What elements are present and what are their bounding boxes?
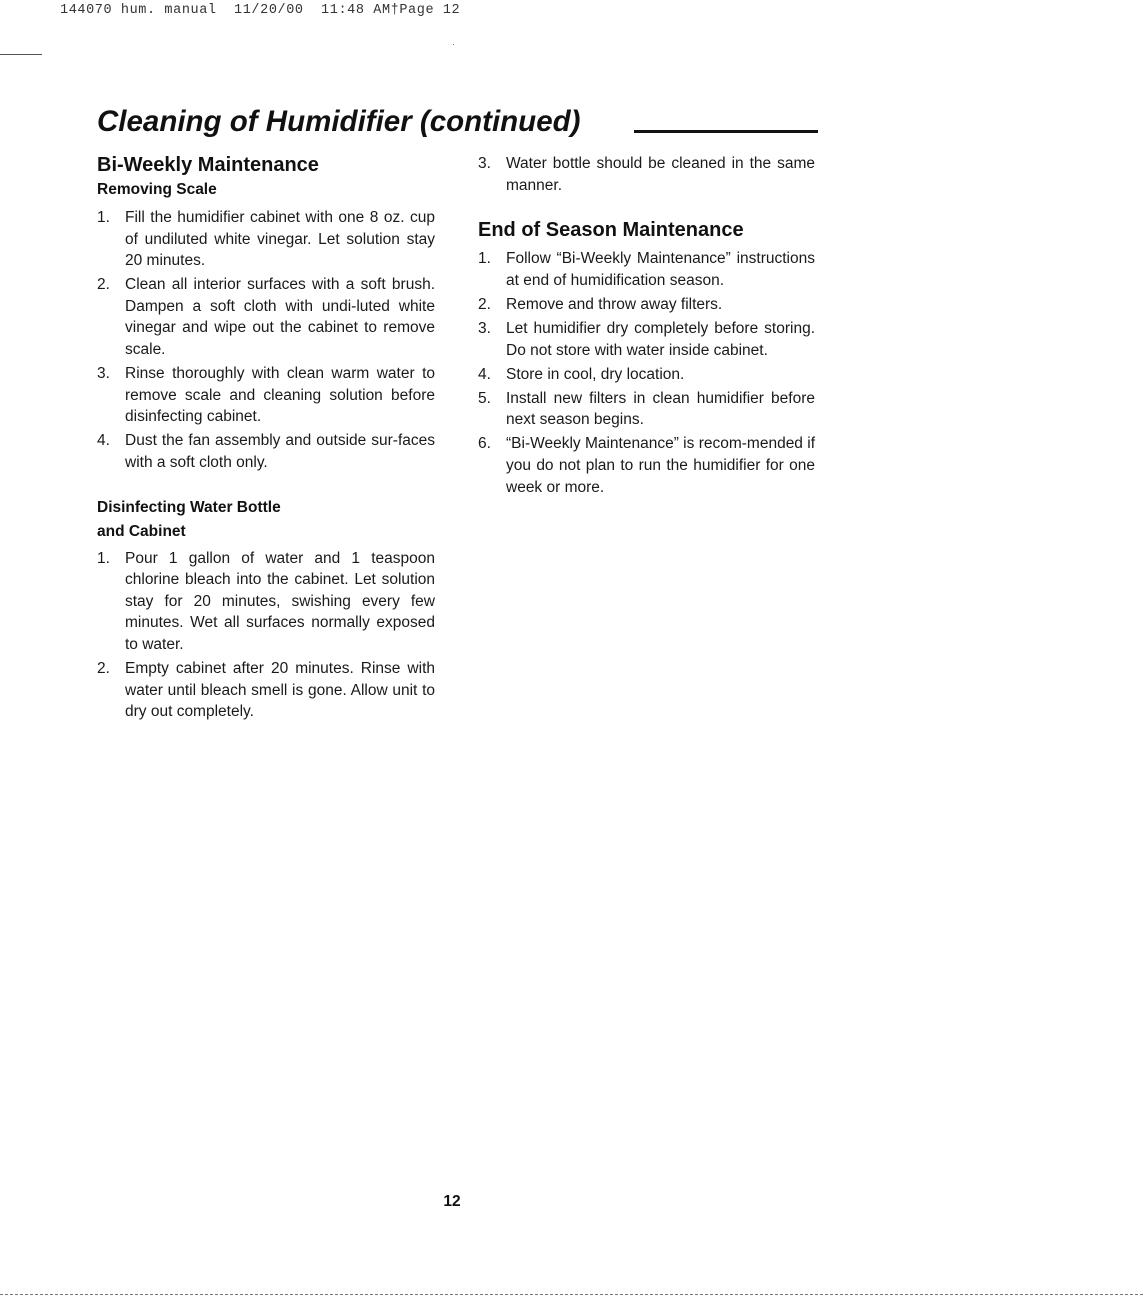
list-item [478,388,815,431]
print-slug: 144070 hum. manual 11/20/00 11:48 AM†Page 12 [60,3,461,18]
step-text: Fill the humidifier cabinet with one 8 oz. cup of undiluted white vinegar. Let solution stay 20 minutes. [125,209,435,270]
list-item [478,433,815,498]
list-item [478,294,815,316]
list-item [97,207,435,272]
end-of-season-steps [478,248,815,498]
left-column [97,150,435,725]
step-number: 4. [97,432,110,450]
step-text: Empty cabinet after 20 minutes. Rinse with water until bleach smell is gone. Allow unit to dry out completely. [125,660,435,721]
step-number: 1. [478,250,491,268]
step-text: Remove and throw away filters. [506,295,723,313]
step-text: Install new filters in clean humidifier before next season begins. [506,389,815,429]
step-text: “Bi-Weekly Maintenance” is recom-mended if you do not plan to run the humidifier for one week or more. [506,435,815,496]
list-item [478,318,815,361]
disinfecting-heading-line-2: and Cabinet [97,522,186,540]
title-rule [634,130,818,133]
step-text: Water bottle should be cleaned in the same manner. [506,155,815,194]
title-row [97,105,819,145]
step-number: 3. [478,319,491,337]
page-title: Cleaning of Humidifier (continued) [97,105,581,138]
list-item [97,274,435,360]
step-number: 5. [478,389,491,407]
step-number: 3. [478,155,491,172]
disinfecting-heading-line-1: Disinfecting Water Bottle [97,498,281,516]
list-item [478,364,815,386]
disinfecting-heading [97,496,435,544]
step-number: 1. [97,549,110,567]
step-number: 2. [478,295,491,313]
removing-scale-steps [97,207,435,474]
step-text: Store in cool, dry location. [506,365,685,383]
step-text: Rinse thoroughly with clean warm water to remove scale and cleaning solution before disinfecting cabinet. [125,365,435,426]
step-number: 1. [97,209,110,226]
list-item [478,153,815,196]
right-column [478,153,815,501]
page-number: 12 [443,1193,461,1210]
step-text: Follow “Bi-Weekly Maintenance” instructions at end of humidification season. [506,250,815,289]
disinfecting-steps [97,548,435,723]
step-text: Dust the fan assembly and outside sur-faces with a soft cloth only. [125,432,435,472]
step-number: 6. [478,435,491,453]
step-number: 2. [97,660,110,678]
step-number: 3. [97,365,110,383]
step-text: Let humidifier dry completely before storing. Do not store with water inside cabinet. [506,319,815,359]
crop-mark [0,54,42,55]
continued-steps [478,153,815,196]
speck [453,44,454,45]
list-item [97,363,435,428]
list-item [97,430,435,473]
section-heading-bi-weekly: Bi-Weekly Maintenance [97,154,319,176]
step-number: 2. [97,276,110,294]
step-text: Pour 1 gallon of water and 1 teaspoon chlorine bleach into the cabinet. Let solution stay for 20 minutes, swishing every few minutes. Wet all surfaces normally exposed to water. [125,549,435,653]
list-item [478,248,815,291]
step-number: 4. [478,365,491,383]
list-item [97,658,435,723]
subheading-removing-scale: Removing Scale [97,181,217,198]
step-text: Clean all interior surfaces with a soft brush. Dampen a soft cloth with undi-luted white vinegar and wipe out the cabinet to remove scale. [125,276,435,359]
list-item [97,548,435,656]
section-heading-end-of-season: End of Season Maintenance [478,219,744,242]
bottom-trim-line [0,1294,1143,1295]
